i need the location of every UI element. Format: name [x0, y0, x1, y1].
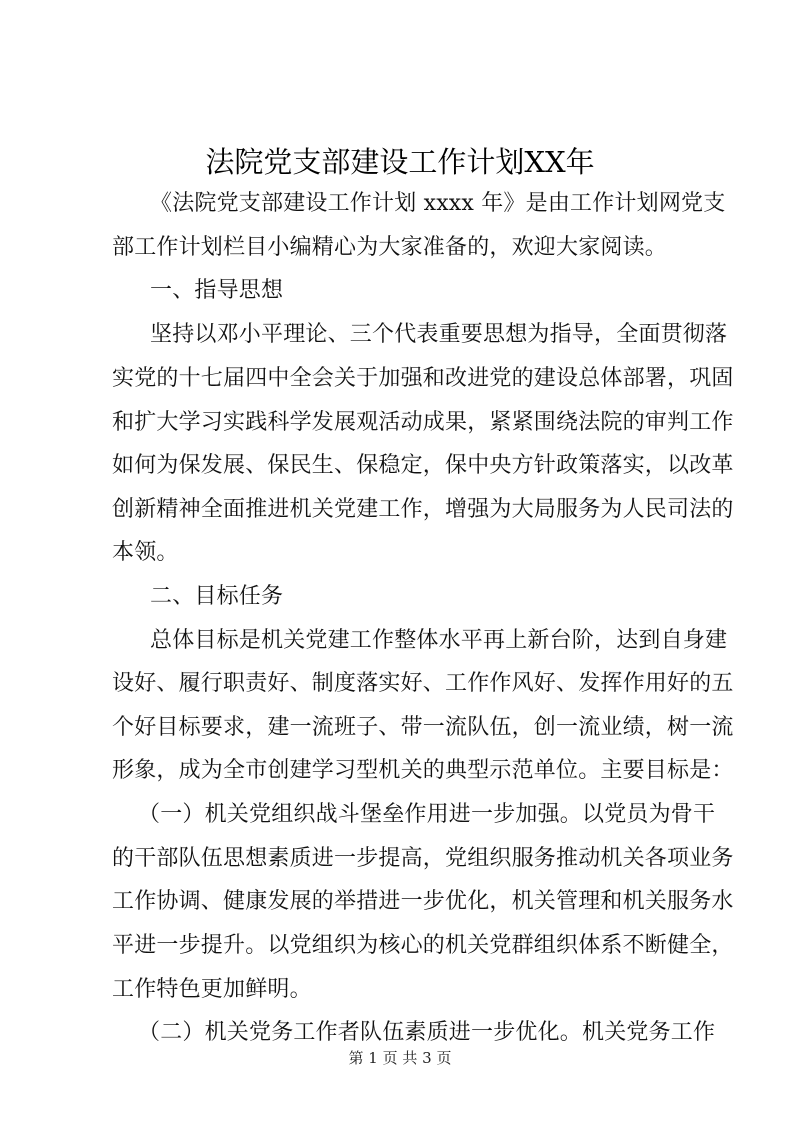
paragraph-line: 个好目标要求，建一流班子、带一流队伍，创一流业绩，树一流: [112, 715, 734, 740]
paragraph-line: （二）机关党务工作者队伍素质进一步优化。机关党务工作: [138, 1020, 716, 1045]
paragraph-line: 部工作计划栏目小编精心为大家准备的，欢迎大家阅读。: [112, 235, 668, 260]
paragraph-line: （一）机关党组织战斗堡垒作用进一步加强。以党员为骨干: [138, 802, 716, 827]
section-heading-objectives: 二、目标任务: [150, 584, 284, 609]
paragraph-line: 形象，成为全市创建学习型机关的典型示范单位。主要目标是：: [112, 758, 734, 783]
section-heading-guiding-thought: 一、指导思想: [150, 278, 284, 303]
paragraph-line: 《法院党支部建设工作计划 xxxx 年》是由工作计划网党支: [150, 191, 726, 216]
paragraph-line: 本领。: [112, 540, 179, 565]
paragraph-line: 如何为保发展、保民生、保稳定，保中央方针政策落实，以改革: [112, 453, 734, 478]
paragraph-line: 设好、履行职责好、制度落实好、工作作风好、发挥作用好的五: [112, 671, 734, 696]
paragraph-line: 创新精神全面推进机关党建工作，增强为大局服务为人民司法的: [112, 497, 734, 522]
paragraph-line: 工作特色更加鲜明。: [112, 977, 312, 1002]
paragraph-line: 总体目标是机关党建工作整体水平再上新台阶，达到自身建: [150, 628, 728, 653]
paragraph-line: 的干部队伍思想素质进一步提高，党组织服务推动机关各项业务: [112, 846, 734, 871]
page-footer: 第 1 页 共 3 页: [348, 1049, 452, 1067]
paragraph-line: 平进一步提升。以党组织为核心的机关党群组织体系不断健全，: [112, 933, 734, 958]
document-title: 法院党支部建设工作计划XX年: [205, 145, 595, 179]
paragraph-line: 坚持以邓小平理论、三个代表重要思想为指导，全面贯彻落: [150, 322, 728, 347]
paragraph-line: 工作协调、健康发展的举措进一步优化，机关管理和机关服务水: [112, 889, 734, 914]
paragraph-line: 实党的十七届四中全会关于加强和改进党的建设总体部署，巩固: [112, 366, 734, 391]
paragraph-line: 和扩大学习实践科学发展观活动成果，紧紧围绕法院的审判工作: [112, 410, 734, 435]
